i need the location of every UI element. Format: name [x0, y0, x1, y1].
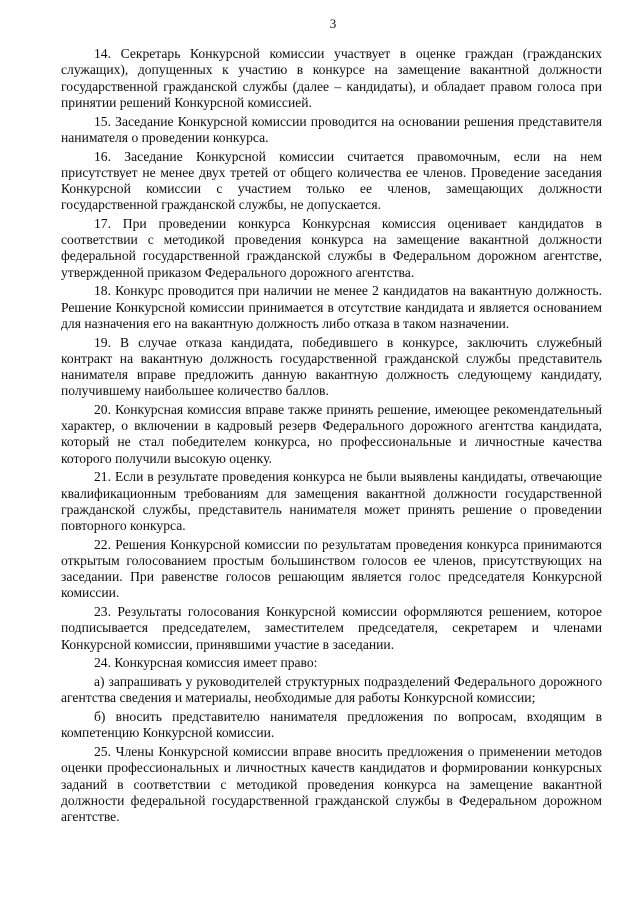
paragraph-17: 17. При проведении конкурса Конкурсная комиссия оценивает кандидатов в соответствии с методикой проведения конкурса на замещение вакантной должности федеральной государственной гражданской службы в Федеральном дорожном агентстве, утвержденной приказом Федерального дорожного агентства.	[61, 216, 602, 280]
paragraph-22: 22. Решения Конкурсной комиссии по результатам проведения конкурса принимаются открытым голосованием простым большинством голосов ее членов, присутствующих на заседании. При равенстве голосов решающим является голос председателя Конкурсной комиссии.	[61, 536, 602, 601]
page-number: 3	[329, 16, 337, 31]
paragraph-24-a: а) запрашивать у руководителей структурных подразделений Федерального дорожного агентства сведения и материалы, необходимые для работы Конкурсной комиссии;	[61, 674, 602, 706]
paragraph-20: 20. Конкурсная комиссия вправе также принять решение, имеющее рекомендательный характер, о включении в кадровый резерв Федерального дорожного агентства кандидата, который не стал победителем конкурса, но профессиональные и личностные качества которого получили высокую оценку.	[61, 402, 602, 466]
paragraph-21: 21. Если в результате проведения конкурса не были выявлены кандидаты, отвечающие квалификационным требованиям для замещения вакантной должности государственной гражданской службы, представитель нанимателя может принять решение о проведении повторного конкурса.	[61, 469, 602, 534]
paragraph-15: 15. Заседание Конкурсной комиссии проводится на основании решения представителя нанимателя о проведении конкурса.	[61, 113, 602, 145]
paragraph-18: 18. Конкурс проводится при наличии не менее 2 кандидатов на вакантную должность. Решение Конкурсной комиссии принимается в отсутствие кандидата и является основанием для назначения его на вакантную должность либо отказа в таком назначении.	[61, 283, 602, 331]
paragraph-25: 25. Члены Конкурсной комиссии вправе вносить предложения о применении методов оценки профессиональных и личностных качеств кандидатов и формировании конкурсных заданий в соответствии с методикой проведения конкурса на замещение вакантной должности федеральной государственной гражданской службы в Федеральном дорожном агентстве.	[61, 744, 602, 825]
paragraph-24-b: б) вносить представителю нанимателя предложения по вопросам, входящим в компетенцию Конкурсной комиссии.	[61, 709, 602, 741]
paragraph-24: 24. Конкурсная комиссия имеет право:	[94, 655, 318, 671]
paragraph-16: 16. Заседание Конкурсной комиссии считается правомочным, если на нем присутствует не менее двух третей от общего количества ее членов. Проведение заседания Конкурсной комиссии с участием только ее членов, замещающих должности государственной гражданской службы, не допускается.	[61, 148, 602, 213]
paragraph-14: 14. Секретарь Конкурсной комиссии участвует в оценке граждан (гражданских служащих), допущенных к участию в конкурсе на замещение вакантной должности государственной гражданской службы (далее – кандидаты), и обладает правом голоса при принятии решений Конкурсной комиссией.	[61, 46, 602, 110]
paragraph-23: 23. Результаты голосования Конкурсной комиссии оформляются решением, которое подписывается председателем, заместителем председателя, секретарем и членами Конкурсной комиссии, принявшими участие в заседании.	[61, 604, 602, 652]
paragraph-19: 19. В случае отказа кандидата, победившего в конкурсе, заключить служебный контракт на вакантную должность государственной гражданской службы представитель нанимателя вправе предложить данную вакантную должность следующему кандидату, получившему наибольшее количество баллов.	[61, 334, 602, 399]
